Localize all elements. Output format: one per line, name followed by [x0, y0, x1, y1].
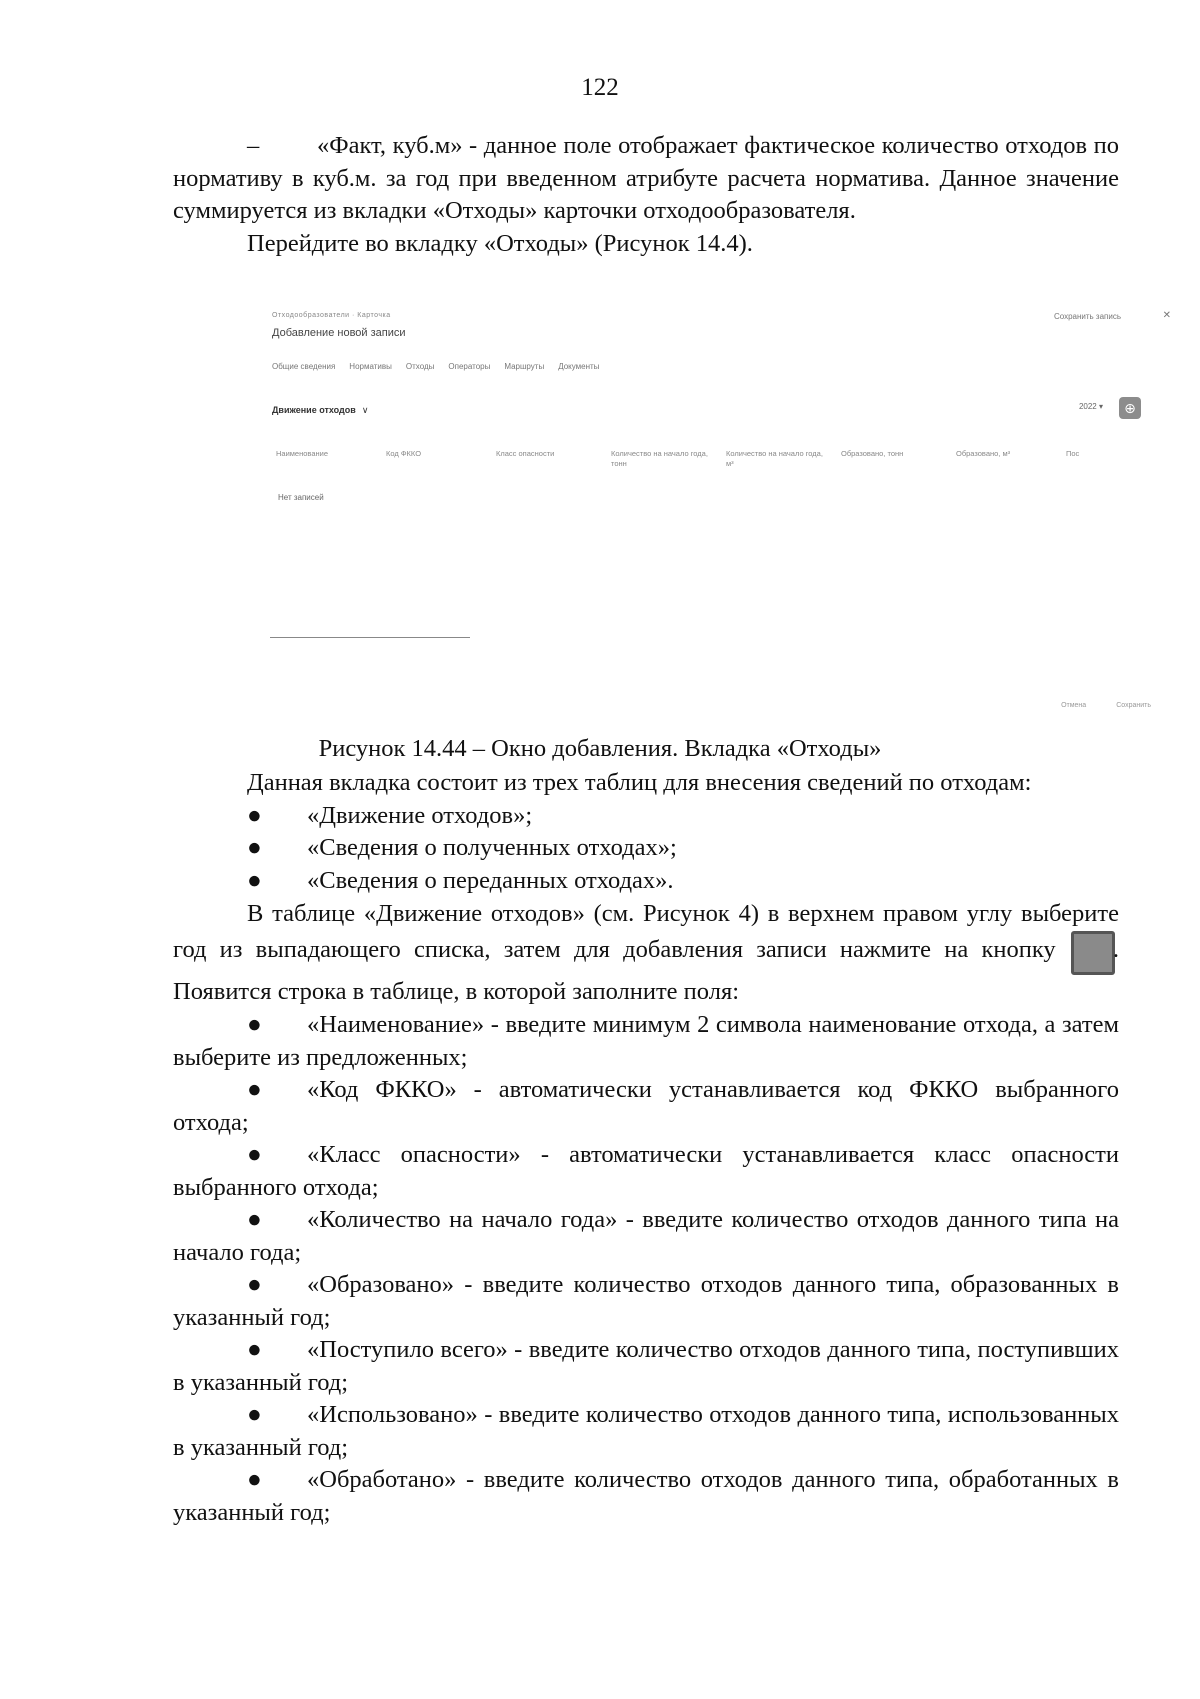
tab-waste[interactable]: Отходы [405, 362, 435, 371]
intro-block [173, 130, 1119, 260]
bullet-icon: ● [247, 1271, 262, 1298]
tab-norms[interactable]: Нормативы [349, 362, 392, 371]
plus-circle-icon: ⊕ [1071, 931, 1115, 975]
col-received: Пос [1066, 449, 1080, 458]
col-hazard: Класс опасности [496, 449, 555, 458]
col-fkko: Код ФККО [386, 449, 422, 458]
figure-tabs [272, 362, 599, 371]
body-block [173, 767, 1167, 1529]
list-item: ● «Движение отходов»; [173, 800, 1119, 833]
figure-screenshot [266, 307, 1171, 717]
year-select[interactable]: 2022 ▾ [1078, 402, 1103, 411]
section-title: Движение отходов [272, 405, 356, 415]
list-item: ● «Использовано» - введите количество отходов данного типа, использованных в указанный год; [173, 1401, 1119, 1461]
bullet-icon: ● [247, 866, 262, 894]
section-toggle[interactable] [272, 405, 368, 416]
figure-title: Добавление новой записи [272, 327, 406, 339]
page-number: 122 [581, 74, 619, 101]
plus-circle-icon[interactable]: ⊕ [1119, 397, 1141, 419]
list-item: ● «Поступило всего» - введите количество отходов данного типа, поступивших в указанный год; [173, 1336, 1119, 1396]
list-item: ● «Количество на начало года» - введите количество отходов данного типа на начало года; [173, 1206, 1119, 1266]
bullet-icon: ● [247, 1466, 262, 1493]
bullet-icon: ● [247, 801, 262, 829]
chevron-down-icon: ∨ [361, 405, 369, 415]
list-item: ● «Обработано» - введите количество отходов данного типа, обработанных в указанный год; [173, 1466, 1119, 1526]
tab-operators[interactable]: Операторы [448, 362, 491, 371]
list-item: ● «Сведения о переданных отходах». [173, 865, 1119, 898]
list-item: ● «Образовано» - введите количество отходов данного типа, образованных в указанный год; [173, 1271, 1119, 1331]
figure-footer [1061, 702, 1151, 709]
bullet-icon: ● [247, 1011, 262, 1038]
bullet-icon: ● [247, 1141, 262, 1168]
list-item: ● «Класс опасности» - автоматически устанавливается класс опасности выбранного отхода; [173, 1141, 1119, 1201]
bullet-icon: ● [247, 834, 262, 861]
col-formed-m3: Образовано, м³ [956, 449, 1011, 458]
dash-marker: – [247, 132, 260, 159]
save-button[interactable]: Сохранить [1116, 702, 1151, 709]
col-start-m3: Количество на начало года, м³ [726, 449, 823, 468]
empty-state: Нет записей [278, 493, 324, 502]
goto-paragraph: Перейдите во вкладку «Отходы» (Рисунок 14.4). [247, 229, 753, 257]
list-item: ● «Наименование» - введите минимум 2 символа наименование отхода, а затем выберите из предложенных; [173, 1011, 1119, 1071]
figure-caption: Рисунок 14.44 – Окно добавления. Вкладка «Отходы» [318, 735, 882, 762]
col-start-tons: Количество на начало года, тонн [611, 449, 708, 468]
figure-save-link[interactable]: Сохранить запись [1053, 312, 1121, 321]
bullet-icon: ● [247, 1206, 262, 1233]
dash-text: «Факт, куб.м» - данное поле отображает фактическое количество отходов по нормативу в куб.м. за год при введенном атрибуте расчета норматива. Данное значение суммируется из вкладки «Отходы» карточки отходообразователя. [173, 132, 1119, 224]
instruction-paragraph: В таблице «Движение отходов» (см. Рисунок 4) в верхнем правом углу выберите год из выпадающего списка, затем для добавления записи нажмите на кнопку ⊕. Появится строка в таблице, в которой заполните поля: [173, 900, 1167, 1005]
figure-breadcrumb: Отходообразователи · Карточка [272, 312, 391, 319]
tab-general[interactable]: Общие сведения [272, 362, 336, 371]
bullet-icon: ● [247, 1401, 262, 1428]
tab-routes[interactable]: Маршруты [504, 362, 545, 371]
close-icon[interactable]: ✕ [1162, 310, 1171, 321]
bullet-icon: ● [247, 1076, 262, 1103]
dash-item [173, 130, 1119, 228]
col-name: Наименование [276, 449, 328, 458]
cancel-button[interactable]: Отмена [1061, 702, 1087, 709]
scrollbar[interactable] [270, 637, 470, 638]
bullet-icon: ● [247, 1336, 262, 1363]
tab-documents[interactable]: Документы [558, 362, 600, 371]
tab-description: Данная вкладка состоит из трех таблиц для внесения сведений по отходам: [247, 769, 1032, 796]
list-item: ● «Код ФККО» - автоматически устанавливается код ФККО выбранного отхода; [173, 1076, 1119, 1136]
col-formed-tons: Образовано, тонн [841, 449, 904, 458]
list-item: ● «Сведения о полученных отходах»; [173, 832, 1119, 865]
